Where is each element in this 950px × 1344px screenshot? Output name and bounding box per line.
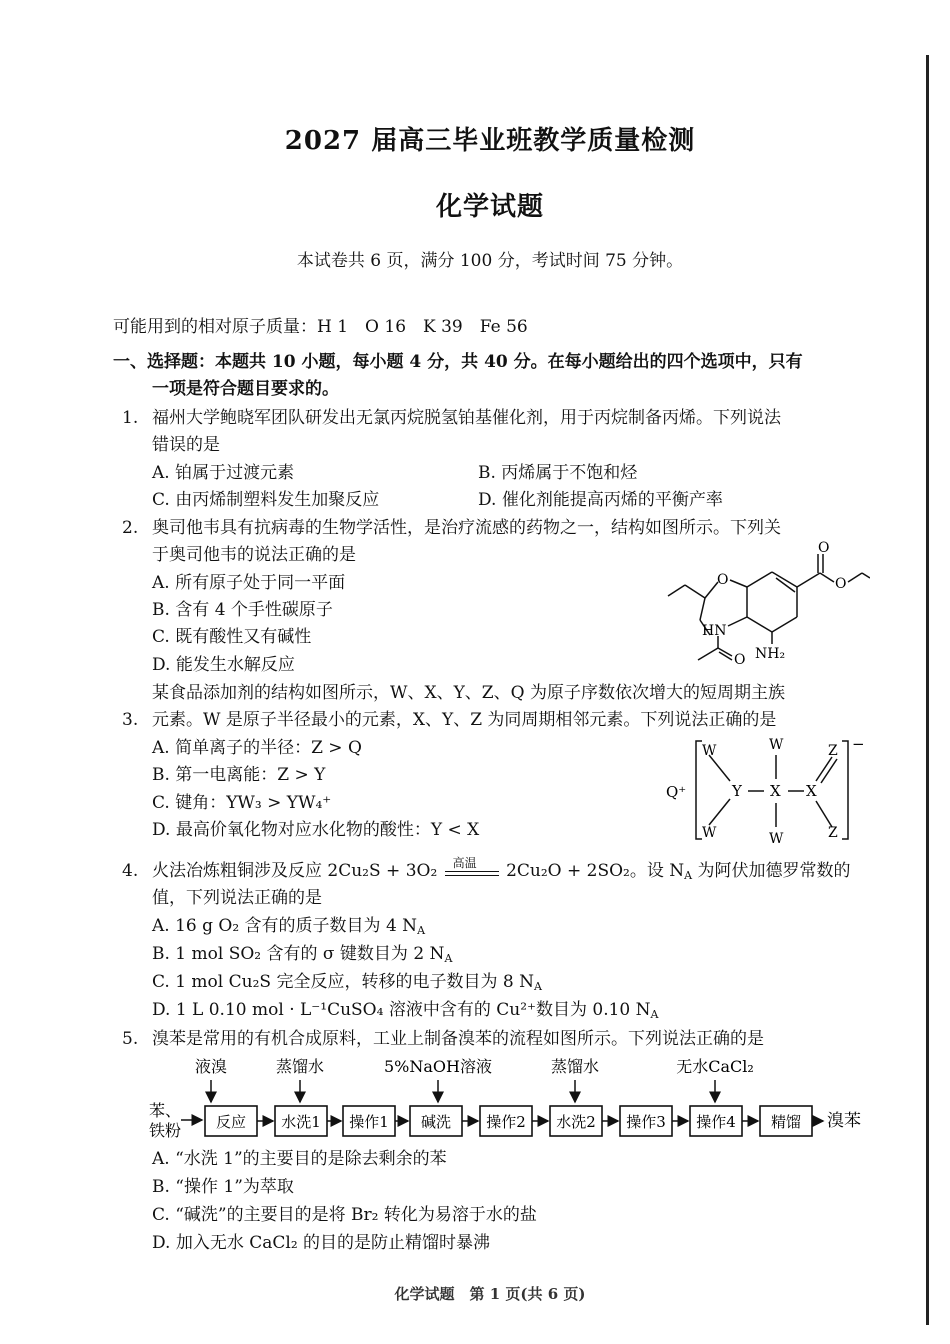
reagent-naoh-solution: 5%NaOH溶液	[384, 1057, 492, 1076]
exam-title: 2027 届高三毕业班教学质量检测	[284, 126, 696, 156]
additive-structure	[664, 735, 874, 845]
section-1-heading: 一、选择题：本题共 10 小题，每小题 4 分，共 40 分。在每小题给出的四个选项中，只有	[113, 352, 803, 372]
flow-box-label-3: 操作1	[349, 1113, 389, 1131]
q1-option-a: A. 铂属于过渡元素	[152, 463, 295, 483]
x-label-1: X	[770, 782, 781, 800]
q5-option-a: A. “水洗 1”的主要目的是除去剩余的苯	[152, 1149, 447, 1169]
reaction-condition: 高温	[452, 855, 477, 870]
section-1-heading-cont: 一项是符合题目要求的。	[152, 379, 339, 399]
q2-option-b: B. 含有 4 个手性碳原子	[152, 600, 333, 620]
q4-option-b: B. 1 mol SO₂ 含有的 σ 键数目为 2 $N_A$	[152, 944, 453, 965]
z-label-1: Z	[828, 743, 838, 759]
q5-option-c: C. “碱洗”的主要目的是将 Br₂ 转化为易溶于水的盐	[152, 1205, 537, 1225]
flow-box-label-5: 操作2	[486, 1113, 526, 1131]
input-iron: 铁粉	[149, 1121, 182, 1140]
x-label-2: X	[806, 782, 817, 800]
output-bromobenzene: 溴苯	[827, 1111, 861, 1131]
q1-number: 1.	[122, 408, 139, 428]
q4-stem-cont: 值，下列说法正确的是	[152, 888, 322, 908]
z-label-2: Z	[828, 825, 838, 841]
q3-stem-cont: 元素。W 是原子半径最小的元素，X、Y、Z 为同周期相邻元素。下列说法正确的是	[152, 710, 777, 730]
hn-label: HN	[702, 623, 727, 639]
w-label-2: W	[702, 825, 717, 841]
input-benzene: 苯、	[149, 1101, 182, 1120]
q3-option-c: C. 键角：YW₃ > YW₄⁺	[152, 793, 332, 813]
q-cation-label: Q⁺	[666, 783, 687, 801]
flow-box-label-6: 水洗2	[556, 1113, 596, 1131]
q3-option-b: B. 第一电离能：Z > Y	[152, 765, 326, 785]
q2-option-a: A. 所有原子处于同一平面	[152, 573, 346, 593]
reaction-arrow	[443, 855, 501, 882]
na-subscript: A	[684, 869, 693, 882]
oseltamivir-structure	[650, 540, 870, 670]
q4-option-c: C. 1 mol Cu₂S 完全反应，转移的电子数目为 8 $N_A$	[152, 972, 542, 993]
q1-stem: 福州大学鲍晓军团队研发出无氯丙烷脱氢铂基催化剂，用于丙烷制备丙烯。下列说法	[152, 408, 781, 428]
q2-number: 2.	[122, 518, 139, 538]
reagent-cacl2: 无水CaCl₂	[676, 1057, 754, 1076]
q3-option-d: D. 最高价氧化物对应水化物的酸性：Y < X	[152, 820, 480, 840]
flow-box-label-9: 精馏	[770, 1113, 802, 1131]
y-label: Y	[732, 782, 742, 800]
ester-o-label: O	[835, 576, 847, 592]
q1-option-c: C. 由丙烯制塑料发生加聚反应	[152, 490, 380, 510]
flow-box-label-4: 碱洗	[420, 1113, 452, 1131]
q5-option-d: D. 加入无水 CaCl₂ 的目的是防止精馏时暴沸	[152, 1233, 491, 1253]
q4-option-a: A. 16 g O₂ 含有的质子数目为 4 $N_A$	[152, 916, 426, 937]
q1-option-b: B. 丙烯属于不饱和烃	[478, 463, 638, 483]
exam-subject: 化学试题	[435, 192, 544, 222]
bromobenzene-flowchart	[145, 1054, 875, 1144]
q2-option-c: C. 既有酸性又有碱性	[152, 627, 312, 647]
q3-option-a: A. 简单离子的半径：Z > Q	[152, 738, 362, 758]
q4-number: 4.	[122, 861, 139, 881]
q4-equation-right: 2Cu₂O + 2SO₂。设 N	[506, 861, 685, 881]
q4-option-d: D. 1 L 0.10 mol · L⁻¹CuSO₄ 溶液中含有的 Cu²⁺数目为 0.10 $N_A$	[152, 1000, 659, 1021]
anion-charge: −	[852, 735, 865, 753]
q3-number: 3.	[122, 710, 139, 730]
amide-o-label: O	[734, 652, 746, 668]
q4-equation-left: 火法冶炼粗铜涉及反应 2Cu₂S + 3O₂	[152, 861, 438, 881]
flow-box-label-7: 操作3	[626, 1113, 666, 1131]
q1-stem-cont: 错误的是	[152, 435, 220, 455]
q1-option-d: D. 催化剂能提高丙烯的平衡产率	[478, 490, 723, 510]
carbonyl-o-label: O	[818, 540, 830, 556]
q2-stem-cont: 于奥司他韦的说法正确的是	[152, 545, 356, 565]
q5-stem: 溴苯是常用的有机合成原料，工业上制备溴苯的流程如图所示。下列说法正确的是	[152, 1029, 764, 1049]
flow-box-label-2: 水洗1	[281, 1113, 321, 1131]
w-label-1: W	[702, 743, 717, 759]
q4-stem-end: 为阿伏加德罗常数的	[697, 861, 851, 881]
q5-number: 5.	[122, 1029, 139, 1049]
flow-box-label-8: 操作4	[696, 1113, 736, 1131]
reagent-distilled-water-2: 蒸馏水	[550, 1057, 600, 1076]
exam-info: 本试卷共 6 页，满分 100 分，考试时间 75 分钟。	[296, 251, 684, 271]
w-label-3: W	[769, 737, 784, 753]
nh2-label: NH₂	[755, 646, 786, 662]
w-label-4: W	[769, 831, 784, 845]
flow-box-label-1: 反应	[215, 1113, 247, 1131]
q2-stem: 奥司他韦具有抗病毒的生物学活性，是治疗流感的药物之一，结构如图所示。下列关	[152, 518, 781, 538]
q5-option-b: B. “操作 1”为萃取	[152, 1177, 294, 1197]
ether-o-label: O	[717, 572, 729, 588]
page-footer: 化学试题 第 1 页(共 6 页)	[394, 1285, 586, 1303]
reagent-liquid-bromine: 液溴	[194, 1057, 228, 1076]
reagent-distilled-water-1: 蒸馏水	[275, 1057, 325, 1076]
atomic-masses: 可能用到的相对原子质量：H 1 O 16 K 39 Fe 56	[113, 317, 528, 337]
q3-stem: 某食品添加剂的结构如图所示，W、X、Y、Z、Q 为原子序数依次增大的短周期主族	[152, 683, 785, 703]
q2-option-d: D. 能发生水解反应	[152, 655, 295, 675]
